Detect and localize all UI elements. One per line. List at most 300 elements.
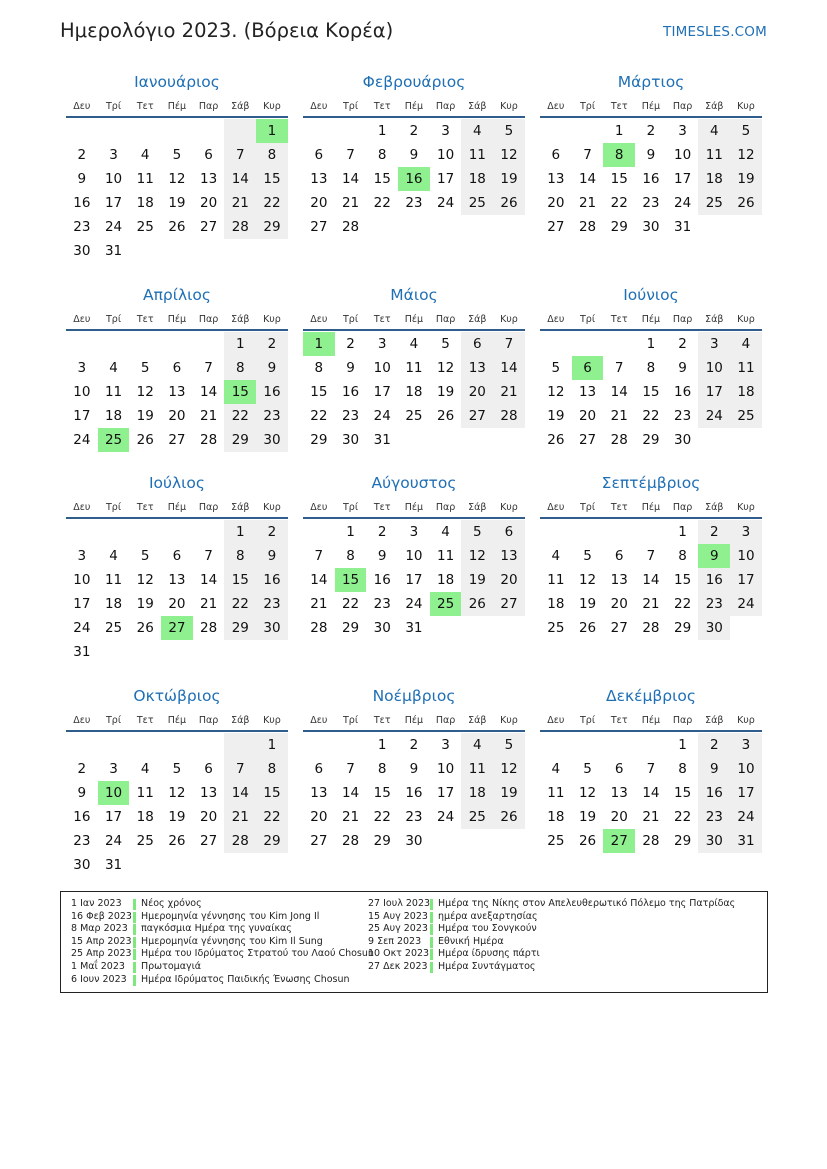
day-cell: 1 xyxy=(678,737,687,753)
month-name: Μάιος xyxy=(390,286,438,304)
day-cell: 14 xyxy=(642,572,660,588)
day-cell: 16 xyxy=(698,568,730,592)
day-cell: 28 xyxy=(493,404,525,428)
holiday-marker xyxy=(133,937,136,948)
day-cell: 5 xyxy=(493,733,525,757)
holiday-day-cell: 9 xyxy=(698,544,730,568)
day-cell: 17 xyxy=(698,380,730,404)
day-cell: 1 xyxy=(224,332,256,356)
day-cell: 13 xyxy=(578,384,597,400)
day-cell: 16 xyxy=(256,380,288,404)
holiday-date: 8 Μαρ 2023 xyxy=(71,923,128,935)
holiday-marker xyxy=(430,962,433,973)
day-cell: 2 xyxy=(377,524,387,540)
weekday-label: Σάβ xyxy=(468,502,487,513)
day-cell: 24 xyxy=(73,432,91,448)
weekday-label: Παρ xyxy=(672,502,693,513)
empty-day-cell xyxy=(335,733,367,757)
day-cell: 10 xyxy=(104,171,123,187)
day-grid xyxy=(540,732,762,853)
empty-day-cell xyxy=(161,119,193,143)
weekday-header xyxy=(540,709,762,732)
day-cell: 6 xyxy=(614,761,624,777)
holiday-legend xyxy=(60,891,768,993)
day-cell: 14 xyxy=(341,785,360,801)
day-cell: 23 xyxy=(405,809,423,825)
holiday-marker xyxy=(133,912,136,923)
empty-day-cell xyxy=(193,119,225,143)
day-cell: 5 xyxy=(493,119,525,143)
day-cell: 12 xyxy=(136,572,154,588)
holiday-marker xyxy=(133,949,136,960)
holiday-entry xyxy=(71,974,374,987)
day-cell: 11 xyxy=(547,572,565,588)
day-cell: 15 xyxy=(373,171,391,187)
day-cell: 12 xyxy=(730,143,762,167)
day-cell: 12 xyxy=(493,143,525,167)
month-name: Απρίλιος xyxy=(142,286,212,304)
day-cell: 25 xyxy=(136,833,154,849)
holiday-date: 25 Απρ 2023 xyxy=(71,948,132,960)
day-cell: 10 xyxy=(730,544,762,568)
holiday-date: 1 Ιαν 2023 xyxy=(71,898,122,909)
holiday-day-cell: 10 xyxy=(98,781,130,805)
day-cell: 22 xyxy=(224,592,256,616)
day-cell: 2 xyxy=(409,123,419,139)
day-cell: 25 xyxy=(730,404,762,428)
day-cell: 16 xyxy=(698,781,730,805)
day-cell: 27 xyxy=(493,592,525,616)
day-cell: 7 xyxy=(583,147,592,163)
weekday-label: Τρί xyxy=(106,502,122,513)
day-cell: 17 xyxy=(73,596,91,612)
day-cell: 14 xyxy=(493,356,525,380)
empty-day-cell xyxy=(129,520,161,544)
weekday-label: Τρί xyxy=(580,715,596,726)
month-name: Ιούνιος xyxy=(623,286,679,304)
day-cell: 8 xyxy=(646,360,656,376)
holiday-entry xyxy=(71,936,374,949)
day-cell: 21 xyxy=(610,408,628,424)
weekday-label: Παρ xyxy=(198,314,219,325)
day-cell: 11 xyxy=(136,785,154,801)
holiday-day-cell: 15 xyxy=(224,380,256,404)
day-cell: 4 xyxy=(698,119,730,143)
weekday-label: Πέμ xyxy=(167,502,187,513)
day-cell: 28 xyxy=(642,620,660,636)
day-cell: 4 xyxy=(109,360,118,376)
empty-day-cell xyxy=(635,520,667,544)
day-cell: 3 xyxy=(698,332,730,356)
day-cell: 11 xyxy=(437,548,455,564)
holiday-date: 1 Μαΐ 2023 xyxy=(71,960,125,972)
day-cell: 21 xyxy=(200,596,218,612)
day-cell: 15 xyxy=(256,167,288,191)
holiday-date: 10 Οκτ 2023 xyxy=(368,948,430,960)
day-cell: 22 xyxy=(256,191,288,215)
holiday-day-cell: 25 xyxy=(430,592,462,616)
day-cell: 27 xyxy=(461,404,493,428)
month-calendar xyxy=(66,70,288,283)
month-calendar xyxy=(303,471,525,684)
day-cell: 29 xyxy=(674,833,692,849)
day-cell: 3 xyxy=(730,520,762,544)
weekday-label: Τρί xyxy=(106,314,122,325)
day-cell: 11 xyxy=(136,171,154,187)
day-grid xyxy=(540,331,762,452)
day-cell: 30 xyxy=(642,219,660,235)
day-cell: 12 xyxy=(461,544,493,568)
day-cell: 3 xyxy=(77,548,87,564)
day-cell: 20 xyxy=(168,596,186,612)
day-cell: 22 xyxy=(310,408,328,424)
day-cell: 25 xyxy=(136,219,154,235)
weekday-label: Σάβ xyxy=(231,101,250,112)
holiday-date: 27 Ιουλ 2023 xyxy=(368,898,431,909)
day-cell: 9 xyxy=(77,785,87,801)
day-cell: 12 xyxy=(493,757,525,781)
weekday-label: Παρ xyxy=(435,314,456,325)
day-cell: 14 xyxy=(341,171,360,187)
day-cell: 17 xyxy=(674,171,692,187)
day-cell: 12 xyxy=(547,384,565,400)
day-cell: 13 xyxy=(310,785,328,801)
month-calendar xyxy=(540,70,762,283)
day-cell: 7 xyxy=(204,360,213,376)
day-cell: 24 xyxy=(730,592,762,616)
empty-day-cell xyxy=(129,332,161,356)
holiday-marker xyxy=(430,924,433,935)
day-cell: 5 xyxy=(551,360,561,376)
day-cell: 3 xyxy=(409,524,419,540)
day-cell: 29 xyxy=(224,616,256,640)
day-cell: 4 xyxy=(551,548,561,564)
day-cell: 30 xyxy=(698,829,730,853)
day-cell: 8 xyxy=(256,143,288,167)
weekday-label: Τετ xyxy=(610,314,628,325)
day-cell: 29 xyxy=(256,829,288,853)
holiday-date: 25 Αυγ 2023 xyxy=(368,923,428,935)
day-cell: 1 xyxy=(678,524,687,540)
day-cell: 7 xyxy=(346,761,355,777)
holiday-name: Ημέρα του Ιδρύματος Στρατού του Λαού Chosun xyxy=(141,948,374,960)
day-cell: 10 xyxy=(437,147,455,163)
month-calendar xyxy=(540,283,762,471)
day-cell: 29 xyxy=(674,620,692,636)
site-link[interactable]: TIMESLES.COM xyxy=(663,24,767,40)
day-cell: 25 xyxy=(547,620,565,636)
day-cell: 3 xyxy=(441,123,450,139)
weekday-header xyxy=(303,496,525,519)
day-cell: 23 xyxy=(698,592,730,616)
day-cell: 11 xyxy=(730,356,762,380)
weekday-label: Τετ xyxy=(373,715,391,726)
day-grid xyxy=(66,331,288,452)
holiday-date: 27 Δεκ 2023 xyxy=(368,960,428,972)
day-cell: 8 xyxy=(346,548,355,564)
weekday-label: Δευ xyxy=(73,101,91,112)
day-cell: 17 xyxy=(373,384,391,400)
day-cell: 31 xyxy=(405,620,423,636)
day-cell: 2 xyxy=(77,147,87,163)
weekday-label: Κυρ xyxy=(500,715,518,726)
weekday-label: Παρ xyxy=(198,101,219,112)
day-cell: 30 xyxy=(674,432,692,448)
day-cell: 10 xyxy=(73,572,91,588)
weekday-label: Πέμ xyxy=(167,715,187,726)
day-cell: 2 xyxy=(698,520,730,544)
day-cell: 29 xyxy=(256,215,288,239)
weekday-label: Πέμ xyxy=(641,314,661,325)
day-cell: 8 xyxy=(314,360,324,376)
day-cell: 4 xyxy=(140,761,150,777)
day-cell: 15 xyxy=(610,171,628,187)
day-cell: 16 xyxy=(73,809,91,825)
weekday-header xyxy=(66,709,288,732)
holiday-marker xyxy=(430,912,433,923)
day-cell: 13 xyxy=(610,572,628,588)
holiday-column-1 xyxy=(71,898,374,986)
weekday-label: Τετ xyxy=(373,101,391,112)
day-cell: 18 xyxy=(405,384,423,400)
weekday-label: Παρ xyxy=(198,715,219,726)
day-cell: 5 xyxy=(172,761,182,777)
weekday-label: Δευ xyxy=(547,715,565,726)
day-cell: 7 xyxy=(346,147,355,163)
day-grid xyxy=(303,118,525,239)
day-cell: 18 xyxy=(136,809,154,825)
day-cell: 18 xyxy=(547,809,565,825)
day-cell: 13 xyxy=(493,544,525,568)
day-cell: 20 xyxy=(310,809,328,825)
day-cell: 7 xyxy=(646,761,656,777)
day-cell: 29 xyxy=(642,432,660,448)
months-grid xyxy=(66,70,762,897)
day-cell: 4 xyxy=(461,733,493,757)
weekday-label: Κυρ xyxy=(263,502,281,513)
day-cell: 19 xyxy=(493,167,525,191)
day-cell: 9 xyxy=(678,360,687,376)
day-cell: 17 xyxy=(437,785,455,801)
weekday-header xyxy=(303,308,525,331)
empty-day-cell xyxy=(572,733,604,757)
weekday-label: Κυρ xyxy=(500,314,518,325)
day-cell: 3 xyxy=(109,761,118,777)
weekday-label: Σάβ xyxy=(468,101,487,112)
day-cell: 24 xyxy=(104,833,123,849)
day-cell: 11 xyxy=(405,360,423,376)
weekday-label: Σάβ xyxy=(468,314,487,325)
day-cell: 13 xyxy=(310,171,328,187)
weekday-header xyxy=(540,308,762,331)
day-cell: 28 xyxy=(200,432,218,448)
holiday-name: Ημέρα της Νίκης στον Απελευθερωτικό Πόλεμο της Πατρίδας xyxy=(438,898,736,909)
day-cell: 7 xyxy=(224,143,256,167)
day-cell: 23 xyxy=(341,408,360,424)
holiday-entry xyxy=(71,911,374,924)
day-cell: 3 xyxy=(77,360,87,376)
holiday-date: 6 Ιουν 2023 xyxy=(71,973,127,985)
day-cell: 6 xyxy=(493,520,525,544)
weekday-label: Σάβ xyxy=(231,715,250,726)
day-cell: 17 xyxy=(730,568,762,592)
day-cell: 24 xyxy=(674,195,692,211)
day-cell: 8 xyxy=(224,544,256,568)
month-name: Ιούλιος xyxy=(148,474,206,492)
day-cell: 23 xyxy=(256,592,288,616)
weekday-label: Δευ xyxy=(310,314,328,325)
empty-day-cell xyxy=(193,332,225,356)
day-cell: 20 xyxy=(610,809,628,825)
day-cell: 9 xyxy=(77,171,87,187)
day-cell: 31 xyxy=(373,432,391,448)
day-cell: 21 xyxy=(341,195,360,211)
empty-day-cell xyxy=(161,733,193,757)
empty-day-cell xyxy=(603,332,635,356)
empty-day-cell xyxy=(540,520,572,544)
day-cell: 17 xyxy=(104,809,123,825)
weekday-label: Σάβ xyxy=(705,502,724,513)
empty-day-cell xyxy=(303,520,335,544)
day-cell: 12 xyxy=(578,785,597,801)
holiday-entry xyxy=(71,923,374,936)
day-cell: 31 xyxy=(104,243,123,259)
day-cell: 28 xyxy=(310,620,328,636)
day-cell: 26 xyxy=(168,219,186,235)
day-cell: 6 xyxy=(204,761,213,777)
day-cell: 5 xyxy=(461,520,493,544)
month-calendar xyxy=(540,471,762,684)
day-cell: 7 xyxy=(614,360,624,376)
empty-day-cell xyxy=(635,733,667,757)
day-cell: 23 xyxy=(73,219,91,235)
day-cell: 6 xyxy=(461,332,493,356)
day-cell: 9 xyxy=(346,360,355,376)
day-cell: 3 xyxy=(730,733,762,757)
holiday-day-cell: 1 xyxy=(256,119,288,143)
day-cell: 6 xyxy=(204,147,213,163)
day-cell: 14 xyxy=(578,171,597,187)
weekday-label: Δευ xyxy=(73,715,91,726)
day-cell: 13 xyxy=(547,171,565,187)
weekday-label: Τετ xyxy=(136,715,154,726)
holiday-day-cell: 27 xyxy=(603,829,635,853)
day-cell: 18 xyxy=(437,572,455,588)
month-name: Ιανουάριος xyxy=(134,73,220,91)
day-cell: 7 xyxy=(224,757,256,781)
day-cell: 14 xyxy=(310,572,328,588)
weekday-label: Κυρ xyxy=(263,101,281,112)
weekday-label: Παρ xyxy=(672,101,693,112)
weekday-label: Τετ xyxy=(136,101,154,112)
empty-day-cell xyxy=(66,119,98,143)
weekday-label: Τετ xyxy=(136,502,154,513)
day-cell: 30 xyxy=(405,833,423,849)
day-cell: 15 xyxy=(642,384,660,400)
weekday-label: Τετ xyxy=(610,101,628,112)
day-cell: 1 xyxy=(256,733,288,757)
day-cell: 26 xyxy=(493,805,525,829)
weekday-label: Πέμ xyxy=(167,101,187,112)
month-name: Νοέμβριος xyxy=(372,687,456,705)
day-cell: 25 xyxy=(405,408,423,424)
day-cell: 22 xyxy=(341,596,360,612)
month-calendar xyxy=(66,684,288,897)
holiday-marker xyxy=(133,975,136,986)
day-cell: 11 xyxy=(547,785,565,801)
day-cell: 4 xyxy=(409,336,419,352)
day-cell: 9 xyxy=(698,757,730,781)
day-cell: 16 xyxy=(73,195,91,211)
day-cell: 19 xyxy=(547,408,565,424)
month-name: Φεβρουάριος xyxy=(362,73,466,91)
holiday-day-cell: 27 xyxy=(161,616,193,640)
day-cell: 5 xyxy=(172,147,182,163)
day-cell: 25 xyxy=(461,805,493,829)
weekday-label: Πέμ xyxy=(404,502,424,513)
weekday-label: Τετ xyxy=(610,502,628,513)
day-cell: 26 xyxy=(547,432,565,448)
weekday-label: Δευ xyxy=(547,314,565,325)
day-cell: 2 xyxy=(256,520,288,544)
day-cell: 18 xyxy=(104,408,123,424)
weekday-label: Τρί xyxy=(580,502,596,513)
day-cell: 28 xyxy=(578,219,597,235)
weekday-label: Πέμ xyxy=(641,502,661,513)
day-cell: 21 xyxy=(224,805,256,829)
day-cell: 1 xyxy=(646,336,656,352)
weekday-header xyxy=(66,496,288,519)
holiday-date: 15 Απρ 2023 xyxy=(71,935,132,947)
day-cell: 6 xyxy=(314,761,324,777)
day-cell: 27 xyxy=(547,219,565,235)
day-cell: 30 xyxy=(341,432,360,448)
holiday-name: παγκόσμια Ημέρα της γυναίκας xyxy=(141,923,292,935)
day-cell: 19 xyxy=(136,408,154,424)
holiday-entry xyxy=(368,911,735,924)
empty-day-cell xyxy=(193,733,225,757)
holiday-entry xyxy=(71,898,374,911)
weekday-header xyxy=(303,709,525,732)
month-calendar xyxy=(303,70,525,283)
empty-day-cell xyxy=(603,520,635,544)
month-name: Σεπτέμβριος xyxy=(601,474,701,492)
empty-day-cell xyxy=(303,119,335,143)
day-cell: 16 xyxy=(642,171,660,187)
holiday-column-2 xyxy=(368,898,735,974)
month-name: Οκτώβριος xyxy=(133,687,221,705)
day-cell: 24 xyxy=(104,219,123,235)
day-cell: 8 xyxy=(678,761,687,777)
holiday-marker xyxy=(133,962,136,973)
month-calendar xyxy=(303,283,525,471)
day-cell: 15 xyxy=(310,384,328,400)
day-cell: 24 xyxy=(730,805,762,829)
day-cell: 1 xyxy=(614,123,624,139)
weekday-label: Σάβ xyxy=(231,502,250,513)
holiday-entry xyxy=(71,961,374,974)
weekday-label: Παρ xyxy=(198,502,219,513)
day-cell: 5 xyxy=(583,548,592,564)
holiday-name: Ημέρα Συντάγματος xyxy=(438,960,536,972)
day-cell: 20 xyxy=(200,809,218,825)
day-cell: 1 xyxy=(346,524,355,540)
empty-day-cell xyxy=(66,733,98,757)
day-cell: 2 xyxy=(346,336,355,352)
day-cell: 17 xyxy=(437,171,455,187)
empty-day-cell xyxy=(161,520,193,544)
day-cell: 28 xyxy=(341,219,360,235)
